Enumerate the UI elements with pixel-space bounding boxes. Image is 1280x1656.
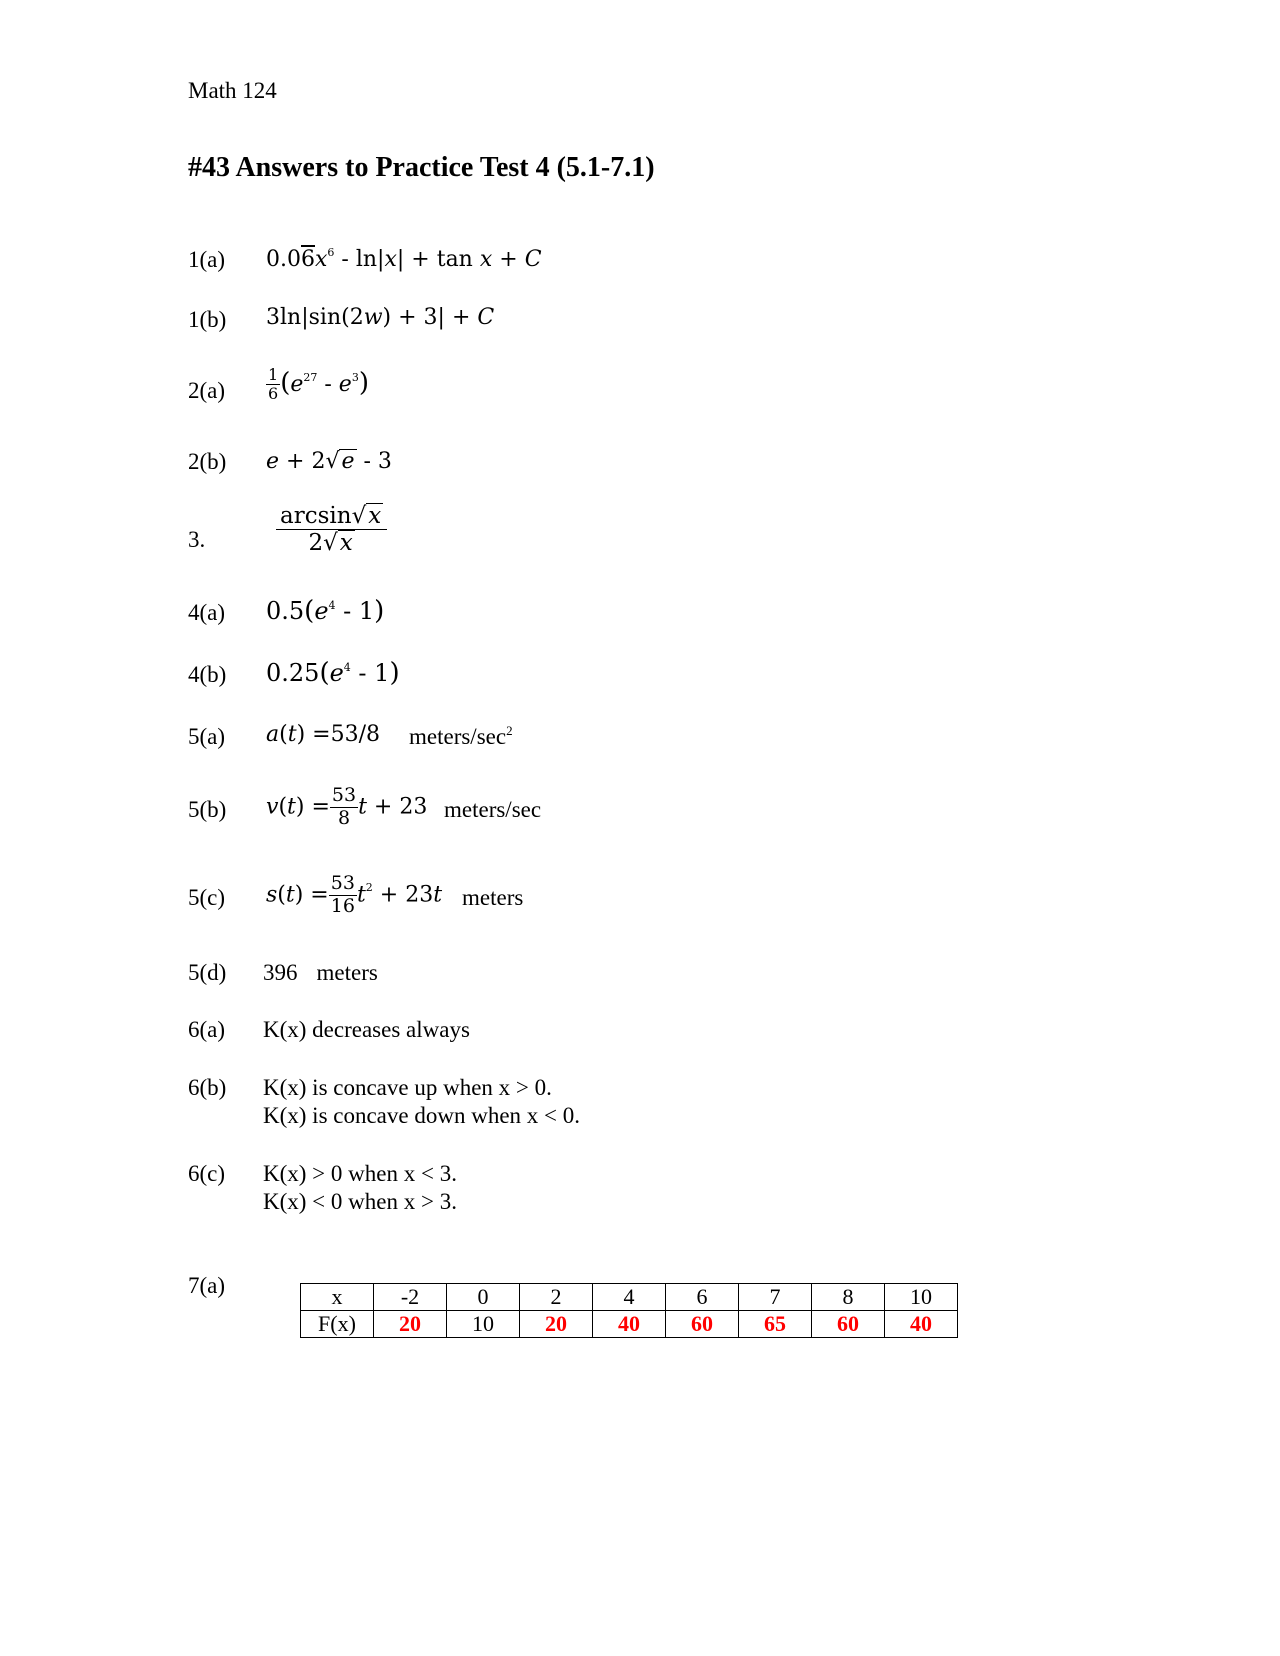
table-cell-answer: 40: [885, 1311, 958, 1338]
expr-part: | + tan: [396, 247, 480, 272]
label-7a: 7(a): [188, 1273, 226, 1298]
expr-part: -: [317, 371, 339, 397]
exponent: 2: [365, 881, 373, 895]
expr-var: a: [266, 722, 280, 747]
unit-5a: [409, 724, 513, 750]
exponent: 3: [351, 370, 359, 384]
denominator: 6: [268, 384, 279, 404]
table-cell-answer: 40: [593, 1311, 666, 1338]
table-cell: 10: [447, 1311, 520, 1338]
label-5d: 5(d): [188, 960, 227, 985]
radical-sign: √: [323, 530, 338, 557]
expr-var: x: [315, 247, 328, 272]
numerator: 1: [268, 365, 279, 384]
paren: (: [304, 596, 315, 626]
expr-var: t: [287, 794, 296, 820]
table-header-cell: x: [301, 1284, 374, 1311]
paren: (: [277, 882, 286, 908]
unit-5b: meters/sec: [444, 797, 542, 822]
expr-const: C: [524, 247, 542, 272]
label-3: 3.: [188, 527, 206, 552]
expr-part: 0.25: [266, 659, 320, 687]
answer-6a: K(x) decreases always: [263, 1017, 470, 1042]
paren: (: [278, 794, 288, 820]
table-cell-answer: 65: [739, 1311, 812, 1338]
answer-4a: [266, 596, 384, 626]
expr-part: ) + 3| +: [382, 305, 478, 330]
expr-part: - 1: [335, 597, 375, 625]
expr-part: - 1: [350, 659, 390, 687]
answer-6b-line2: K(x) is concave down when x < 0.: [263, 1103, 581, 1128]
table-cell-answer: 20: [520, 1311, 593, 1338]
answer-1b: [266, 305, 494, 330]
answer-5c: [266, 873, 442, 918]
answer-5a: [266, 722, 380, 747]
expr-const: C: [477, 305, 495, 330]
answer-5b: [266, 785, 427, 830]
label-2b: 2(b): [188, 449, 227, 474]
expr-part: + 23: [366, 794, 428, 820]
table-cell: -2: [374, 1284, 447, 1311]
answer-6c-line2: K(x) < 0 when x > 3.: [263, 1189, 457, 1214]
label-1a: 1(a): [188, 247, 226, 272]
expr-var: t: [285, 882, 295, 908]
expr-part: ) =: [295, 794, 330, 820]
unit: meters: [316, 960, 378, 985]
expr-var: s: [266, 882, 278, 908]
radicand: x: [339, 530, 353, 557]
exponent: 27: [303, 370, 318, 384]
table-header-cell: F(x): [301, 1311, 374, 1338]
numerator: 53: [330, 872, 355, 894]
fraction: [266, 366, 280, 404]
unit-text: meters/sec: [409, 724, 507, 749]
expr-part: arcsin: [280, 503, 352, 529]
table-cell-answer: 20: [374, 1311, 447, 1338]
label-1b: 1(b): [188, 307, 227, 332]
expr-var: t: [356, 882, 366, 908]
expr-var: e: [290, 371, 304, 397]
table-row: [301, 1284, 958, 1311]
fraction: [330, 785, 358, 830]
answer-2b: [266, 449, 392, 474]
paren: (: [279, 722, 288, 747]
table-cell-answer: 60: [666, 1311, 739, 1338]
expr-part: 0.5: [266, 597, 305, 625]
table-cell: 8: [812, 1284, 885, 1311]
answer-2a: [266, 366, 369, 404]
expr-var: v: [266, 794, 279, 820]
answer-5d: [263, 960, 378, 986]
course-name: Math 124: [188, 78, 277, 103]
expr-var: t: [287, 722, 297, 747]
denominator: 16: [330, 894, 355, 917]
expr-var: x: [384, 247, 397, 272]
radicand: x: [368, 503, 382, 529]
expr-part: ) =53/8: [296, 722, 380, 747]
label-6a: 6(a): [188, 1017, 226, 1042]
function-table: [300, 1283, 958, 1338]
expr-var: t: [433, 882, 443, 908]
expr-part: +: [492, 247, 525, 272]
numerator: [276, 503, 387, 530]
label-4b: 4(b): [188, 662, 227, 687]
label-5c: 5(c): [188, 885, 226, 910]
table-cell: 0: [447, 1284, 520, 1311]
expr-part: - ln|: [334, 247, 385, 272]
expr-var: x: [479, 247, 493, 272]
expr-var: e: [314, 597, 329, 625]
denominator: [276, 530, 387, 556]
value: 396: [263, 960, 298, 985]
answer-4b: [266, 658, 400, 688]
denominator: 8: [337, 806, 351, 829]
repeating-digit: 6: [301, 247, 315, 272]
fraction: [329, 873, 357, 918]
answer-3: [276, 503, 387, 557]
table-cell: 6: [666, 1284, 739, 1311]
label-6c: 6(c): [188, 1161, 226, 1186]
paren: (: [280, 367, 291, 398]
label-5a: 5(a): [188, 724, 226, 749]
label-2a: 2(a): [188, 378, 226, 403]
label-6b: 6(b): [188, 1075, 227, 1100]
expr-var: e: [329, 659, 344, 687]
exponent: 6: [327, 246, 335, 259]
expr-part: - 3: [356, 449, 392, 474]
label-5b: 5(b): [188, 797, 227, 822]
numerator: 53: [331, 784, 357, 806]
expr-part: + 2: [279, 449, 326, 474]
paren: ): [389, 658, 400, 688]
table-cell: 4: [593, 1284, 666, 1311]
radical-sign: √: [325, 449, 340, 474]
expr-part: 2: [308, 530, 324, 557]
answer-6c-line1: K(x) > 0 when x < 3.: [263, 1161, 457, 1186]
exponent: 2: [506, 723, 513, 738]
expr-part: ) =: [294, 882, 329, 908]
exponent: 4: [343, 661, 351, 674]
radicand: e: [341, 449, 355, 474]
label-4a: 4(a): [188, 600, 226, 625]
exponent: 4: [328, 599, 336, 612]
fraction: [276, 503, 387, 557]
table-cell: 10: [885, 1284, 958, 1311]
radical-sign: √: [351, 503, 367, 529]
expr-var: w: [363, 305, 383, 330]
page-title: #43 Answers to Practice Test 4 (5.1-7.1): [188, 152, 655, 183]
expr-part: 3ln|sin(2: [266, 305, 364, 330]
paren: ): [374, 596, 385, 626]
paren: ): [358, 367, 369, 398]
answer-6b-line1: K(x) is concave up when x > 0.: [263, 1075, 552, 1100]
table-cell: 7: [739, 1284, 812, 1311]
expr-var: e: [338, 371, 352, 397]
table-cell-answer: 60: [812, 1311, 885, 1338]
expr-var: t: [358, 794, 367, 820]
expr-part: 0.0: [266, 247, 301, 272]
unit-5c: meters: [462, 885, 524, 910]
answer-1a: [266, 247, 542, 272]
expr-var: e: [266, 449, 280, 474]
table-cell: 2: [520, 1284, 593, 1311]
expr-part: + 23: [372, 882, 434, 908]
paren: (: [319, 658, 330, 688]
table-row: [301, 1311, 958, 1338]
